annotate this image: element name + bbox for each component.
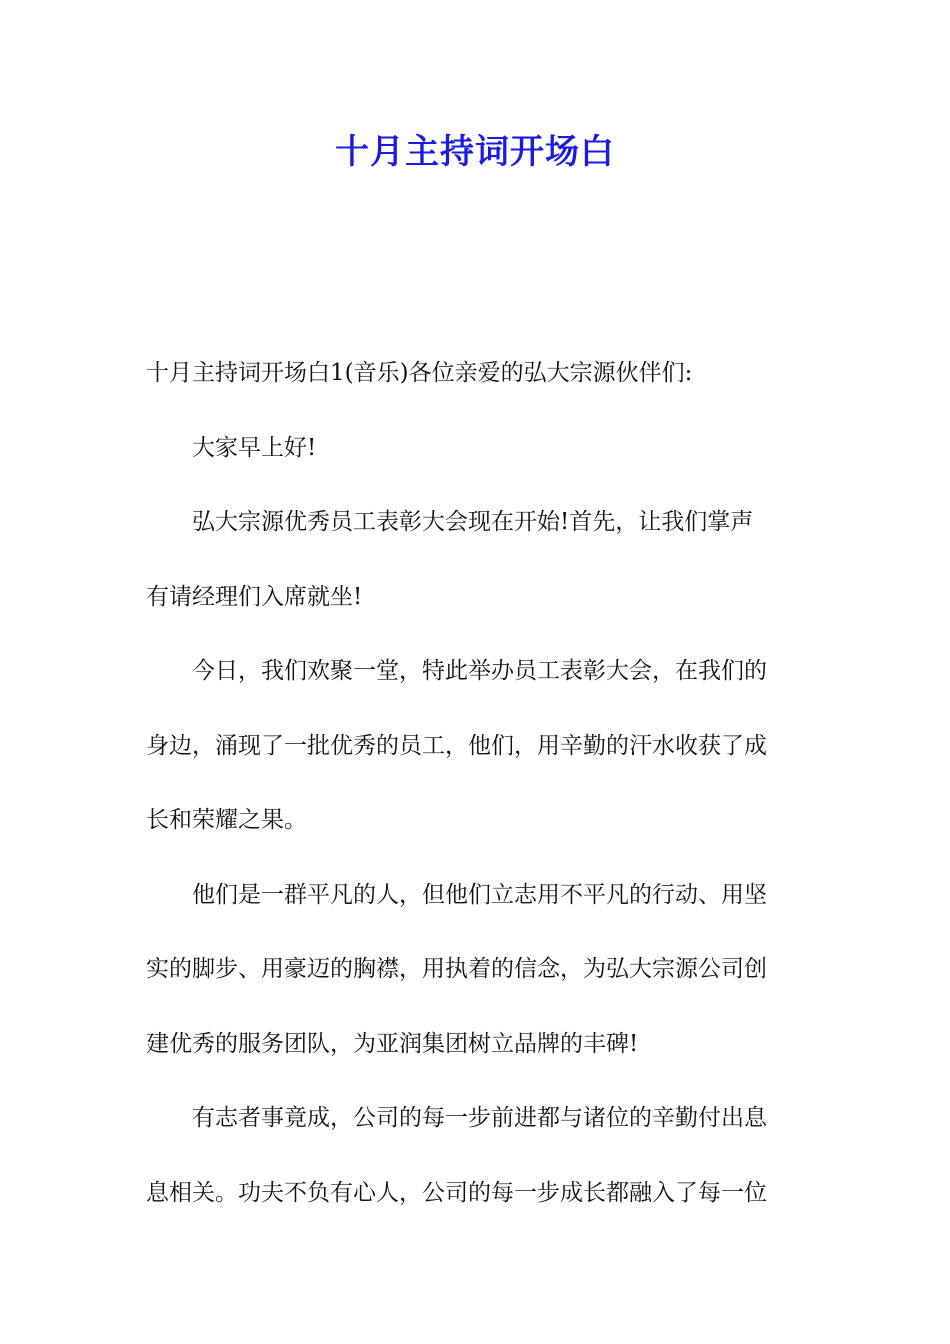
text-line: 实的脚步、用豪迈的胸襟，用执着的信念，为弘大宗源公司创 bbox=[146, 956, 767, 982]
text-line: 有请经理们入席就坐! bbox=[146, 583, 363, 610]
text-line: 弘大宗源优秀员工表彰大会现在开始!首先，让我们掌声 bbox=[192, 509, 754, 535]
text-line: 长和荣耀之果。 bbox=[146, 807, 307, 833]
text-line: 建优秀的服务团队，为亚润集团树立品牌的丰碑! bbox=[146, 1030, 639, 1057]
text-line: 他们是一群平凡的人，但他们立志用不平凡的行动、用坚 bbox=[192, 881, 767, 908]
document-title: 十月主持词开场白 bbox=[335, 132, 615, 172]
text-line: 今日，我们欢聚一堂，特此举办员工表彰大会，在我们的 bbox=[192, 658, 767, 684]
text-line: 息相关。功夫不负有心人，公司的每一步成长都融入了每一位 bbox=[146, 1179, 767, 1206]
text-line: 身边，涌现了一批优秀的员工，他们，用辛勤的汗水收获了成 bbox=[146, 732, 767, 759]
text-line: 大家早上好! bbox=[192, 434, 317, 461]
text-line: 有志者事竟成，公司的每一步前进都与诸位的辛勤付出息 bbox=[192, 1105, 767, 1131]
text-line: 十月主持词开场白1(音乐)各位亲爱的弘大宗源伙伴们: bbox=[146, 360, 693, 386]
document-body bbox=[146, 336, 806, 1230]
